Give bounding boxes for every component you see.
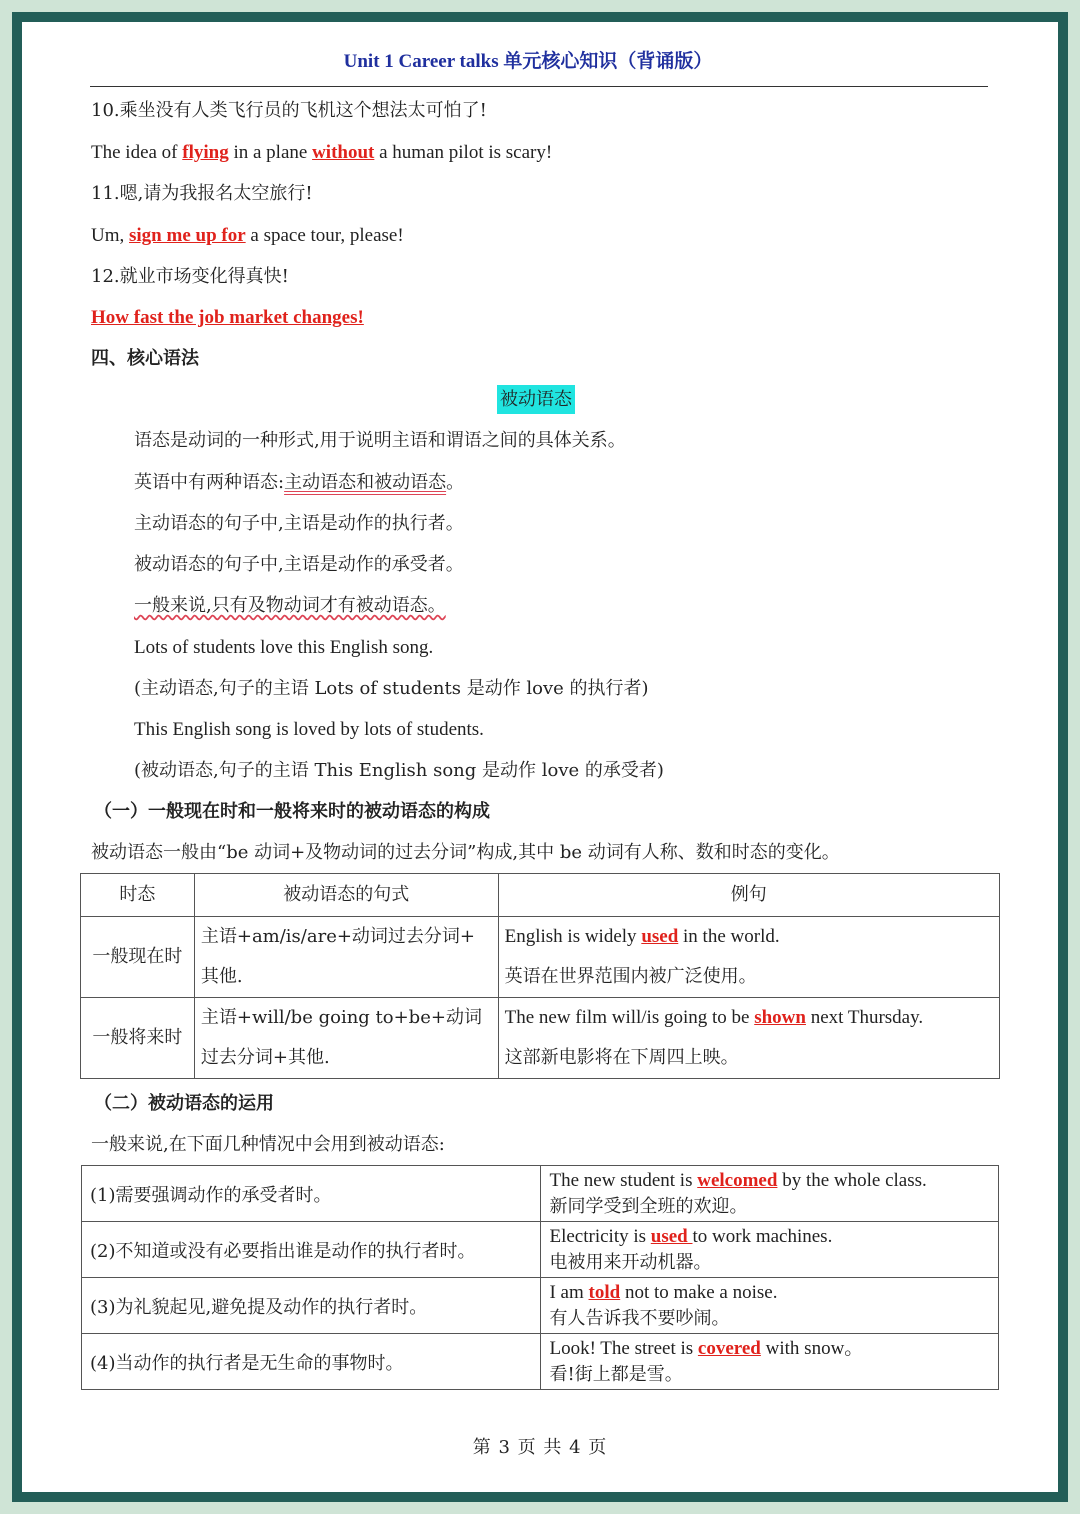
keyword-covered: covered	[697, 1337, 761, 1359]
sentence-11-english: Um, sign me up for a space tour, please!	[91, 225, 404, 246]
grammar-section-title: 四、核心语法	[91, 348, 199, 369]
part1-title: （一）一般现在时和一般将来时的被动语态的构成	[94, 801, 490, 822]
document-header: Unit 1 Career talks 单元核心知识（背诵版）	[343, 51, 713, 72]
grammar-line: 英语中有两种语态:主动语态和被动语态。	[134, 472, 465, 493]
page-number: 第 3 页 共 4 页	[472, 1437, 608, 1458]
tense-cell: 一般将来时	[81, 998, 195, 1079]
condition-cell: (2)不知道或没有必要指出谁是动作的执行者时。	[82, 1222, 541, 1278]
example-note: (主动语态,句子的主语 Lots of students 是动作 love 的执行者)	[134, 678, 649, 699]
header-divider	[90, 86, 988, 87]
pattern-cell: 主语+will/be going to+be+动词 过去分词+其他.	[194, 998, 498, 1079]
passive-usage-table	[81, 1165, 999, 1390]
keyword-sign-me-up-for: sign me up for	[129, 225, 246, 246]
part2-intro: 一般来说,在下面几种情况中会用到被动语态:	[91, 1134, 445, 1155]
passive-structure-table	[80, 873, 1000, 1079]
sentence-10-english: The idea of flying in a plane without a human pilot is scary!	[91, 142, 553, 163]
table-row	[81, 917, 1000, 998]
grammar-line: 被动语态的句子中,主语是动作的承受者。	[134, 554, 464, 575]
column-header: 例句	[498, 874, 999, 917]
keyword-welcomed: welcomed	[697, 1169, 778, 1191]
keyword-shown: shown	[754, 1007, 806, 1028]
column-header: 被动语态的句式	[194, 874, 498, 917]
grammar-line: 主动语态的句子中,主语是动作的执行者。	[134, 513, 464, 534]
grammar-line: 语态是动词的一种形式,用于说明主语和谓语之间的具体关系。	[134, 430, 626, 451]
sentence-12-chinese: 12.就业市场变化得真快!	[91, 266, 289, 287]
table-row	[82, 1334, 999, 1390]
sentence-11-chinese: 11.嗯,请为我报名太空旅行!	[91, 183, 313, 204]
example-cell: I am told not to make a noise. 有人告诉我不要吵闹。	[541, 1278, 999, 1334]
table-row	[81, 998, 1000, 1079]
part2-title: （二）被动语态的运用	[94, 1093, 274, 1114]
column-header: 时态	[81, 874, 195, 917]
table-header-row	[81, 874, 1000, 917]
keyword-told: told	[588, 1281, 621, 1303]
grammar-line: 一般来说,只有及物动词才有被动语态。	[134, 595, 446, 616]
sentence-10-chinese: 10.乘坐没有人类飞行员的飞机这个想法太可怕了!	[91, 100, 487, 121]
table-row	[82, 1222, 999, 1278]
example-cell: Look! The street is covered with snow。 看!街上都是雪。	[541, 1334, 999, 1390]
keyword-without: without	[312, 142, 375, 163]
keyword-used: used	[641, 926, 679, 947]
part1-intro: 被动语态一般由“be 动词+及物动词的过去分词”构成,其中 be 动词有人称、数和时态的变化。	[91, 842, 840, 863]
pattern-cell: 主语+am/is/are+动词过去分词+ 其他.	[194, 917, 498, 998]
table-row	[82, 1278, 999, 1334]
condition-cell: (3)为礼貌起见,避免提及动作的执行者时。	[82, 1278, 541, 1334]
condition-cell: (4)当动作的执行者是无生命的事物时。	[82, 1334, 541, 1390]
tense-cell: 一般现在时	[81, 917, 195, 998]
example-cell: English is widely used in the world. 英语在世界范围内被广泛使用。	[498, 917, 999, 998]
keyword-used: used	[650, 1225, 693, 1247]
example-note: (被动语态,句子的主语 This English song 是动作 love 的承受者)	[134, 760, 664, 781]
condition-cell: (1)需要强调动作的承受者时。	[82, 1166, 541, 1222]
topic-passive-voice: 被动语态	[497, 388, 575, 412]
example-cell: Electricity is used to work machines. 电被用来开动机器。	[541, 1222, 999, 1278]
keyword-flying: flying	[182, 142, 229, 163]
example-sentence: This English song is loved by lots of students.	[134, 719, 484, 740]
table-row	[82, 1166, 999, 1222]
sentence-12-english: How fast the job market changes!	[91, 307, 364, 328]
example-cell: The new film will/is going to be shown next Thursday. 这部新电影将在下周四上映。	[498, 998, 999, 1079]
example-cell: The new student is welcomed by the whole class. 新同学受到全班的欢迎。	[541, 1166, 999, 1222]
example-sentence: Lots of students love this English song.	[134, 637, 434, 658]
